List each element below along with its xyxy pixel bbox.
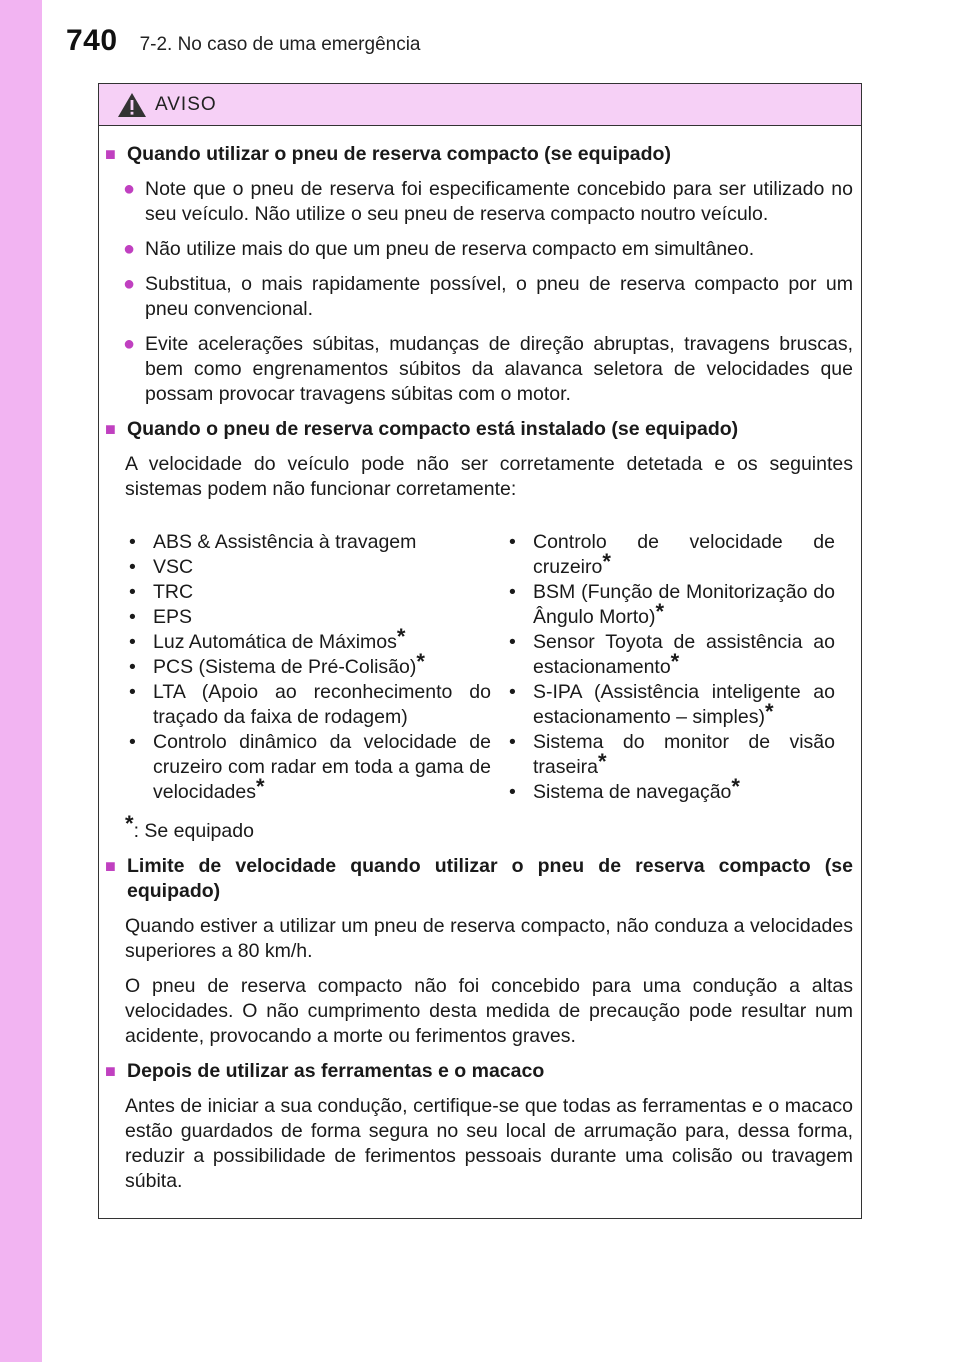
square-bullet-icon: ■ [105, 419, 116, 439]
heading-speed-limit: ■ Limite de velocidade quando utilizar o pneu de reserva compacto (se equipado) [105, 855, 853, 902]
page-header [66, 24, 421, 64]
list-item: • LTA (Apoio ao reconhecimento do traçado da faixa de rodagem) [129, 681, 491, 728]
heading-after-tools: ■ Depois de utilizar as ferramentas e o macaco [105, 1060, 545, 1082]
circle-bullet-icon: ● [123, 238, 136, 260]
list-item: • BSM (Função de Monitorização do Ângulo Morto)* [509, 581, 835, 628]
warning-label: AVISO [155, 93, 217, 115]
heading-spare-installed: ■ Quando o pneu de reserva compacto está instalado (se equipado) [105, 418, 739, 440]
circle-bullet-icon: ● [123, 178, 136, 200]
square-bullet-icon: ■ [105, 856, 116, 876]
asterisk: * [764, 699, 774, 724]
asterisk: * [731, 774, 740, 799]
heading-compact-spare: ■ Quando utilizar o pneu de reserva compacto (se equipado) [105, 143, 671, 165]
list-item: ● Substitua, o mais rapidamente possível, o pneu de reserva compacto por um pneu convencional. [123, 273, 853, 320]
list-item: • Sistema de navegação* [509, 774, 740, 803]
list-item: • Sistema do monitor de visão traseira* [509, 731, 835, 778]
circle-bullet-icon: ● [123, 273, 136, 295]
asterisk: * [255, 774, 265, 799]
asterisk: * [598, 749, 607, 774]
systems-list [125, 530, 853, 805]
asterisk: * [602, 549, 611, 574]
list-item: ● Não utilize mais do que um pneu de reserva compacto em simultâneo. [123, 238, 755, 260]
warning-box [98, 83, 862, 1219]
paragraph: Quando estiver a utilizar um pneu de reserva compacto, não conduza a velocidades superiores a 80 km/h. [125, 915, 853, 962]
paragraph: Antes de iniciar a sua condução, certifique-se que todas as ferramentas e o macaco estão guardados de forma segura no seu local de arrumação para, dessa forma, reduzir a possibilidade de ferimentos pessoais durante uma colisão ou travagem súbita. [125, 1095, 853, 1192]
asterisk: * [655, 599, 665, 624]
section-title: 7-2. No caso de uma emergência [139, 34, 421, 55]
list-item: • ABS & Assistência à travagem [129, 531, 417, 553]
systems-list-right [505, 530, 835, 805]
systems-list-left [125, 530, 491, 805]
footnote: *: Se equipado [125, 811, 254, 842]
list-item: • Luz Automática de Máximos* [129, 624, 406, 653]
list-item: • PCS (Sistema de Pré-Colisão)* [129, 649, 425, 678]
square-bullet-icon: ■ [105, 1061, 116, 1081]
warning-triangle-icon [117, 92, 147, 118]
paragraph: O pneu de reserva compacto não foi concebido para uma condução a altas velocidades. O não cumprimento desta medida de precaução pode resultar num acidente, provocando a morte ou ferimentos graves. [125, 975, 853, 1047]
list-item: • Controlo dinâmico da velocidade de cruzeiro com radar em toda a gama de velocidades* [129, 731, 491, 803]
list-item: • S-IPA (Assistência inteligente ao estacionamento – simples)* [509, 681, 835, 728]
asterisk: * [396, 624, 406, 649]
square-bullet-icon: ■ [105, 144, 116, 164]
paragraph: A velocidade do veículo pode não ser corretamente detetada e os seguintes sistemas podem não funcionar corretamente: [125, 453, 853, 500]
list-item: • Sensor Toyota de assistência ao estacionamento* [509, 631, 835, 678]
list-item: ● Note que o pneu de reserva foi especificamente concebido para ser utilizado no seu veículo. Não utilize o seu pneu de reserva compacto noutro veículo. [123, 178, 853, 225]
list-item: • Controlo de velocidade de cruzeiro* [509, 531, 835, 578]
list-item: • VSC [129, 556, 194, 578]
list-item: ● Evite acelerações súbitas, mudanças de direção abruptas, travagens bruscas, bem como engrenamentos súbitos da alavanca seletora de velocidades que possam provocar travagens súbitas com o motor. [123, 333, 853, 405]
asterisk: * [416, 649, 425, 674]
list-item: • TRC [129, 581, 194, 603]
asterisk: * [670, 649, 680, 674]
page-edge-tab [0, 0, 42, 1362]
circle-bullet-icon: ● [123, 333, 136, 355]
list-item: • EPS [129, 606, 193, 628]
warning-content [99, 126, 861, 1194]
page-number: 740 [66, 24, 118, 57]
warning-header [99, 84, 861, 126]
